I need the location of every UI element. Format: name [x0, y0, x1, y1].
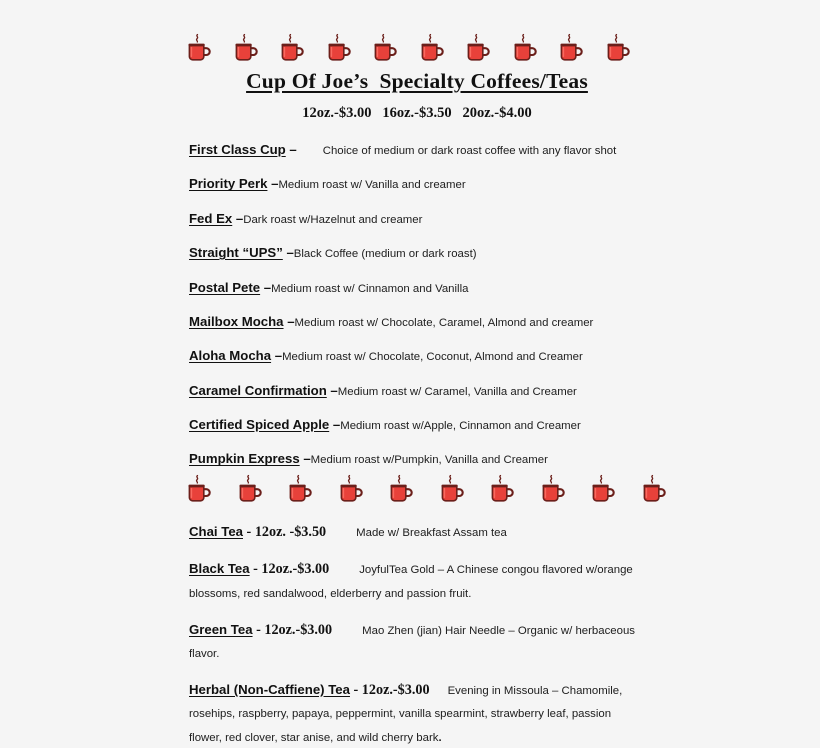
hot-beverage-mug-icon — [590, 474, 616, 506]
coffee-item-name: Postal Pete — [189, 279, 261, 295]
coffee-menu-item — [189, 141, 640, 160]
hot-beverage-mug-icon — [372, 33, 398, 65]
coffee-item-separator: – — [282, 245, 294, 261]
coffee-item-description: Choice of medium or dark roast coffee with any flavor shot — [322, 145, 617, 157]
coffee-item-description: Medium roast w/Pumpkin, Vanilla and Creamer — [310, 454, 548, 467]
coffee-item-name: Priority Perk — [189, 176, 268, 192]
coffee-menu-item — [189, 382, 640, 401]
hot-beverage-mug-icon — [233, 33, 259, 65]
coffee-item-separator: – — [260, 279, 272, 295]
coffee-menu-list — [0, 141, 820, 469]
coffee-item-separator: – — [283, 313, 295, 329]
tea-item-description-end: . — [438, 731, 442, 744]
coffee-item-description: Dark roast w/Hazelnut and creamer — [243, 213, 423, 226]
hot-beverage-mug-icon — [279, 33, 305, 65]
coffee-item-separator: – — [329, 417, 341, 432]
coffee-menu-item — [189, 313, 640, 332]
coffee-item-name: Mailbox Mocha — [189, 313, 284, 329]
sizes-price-line: 12oz.-$3.00 16oz.-$3.50 20oz.-$4.00 — [302, 105, 532, 121]
page-title-container — [0, 69, 820, 94]
coffee-item-separator: – — [232, 210, 244, 226]
coffee-menu-item — [189, 210, 640, 229]
hot-beverage-mug-icon — [439, 474, 465, 506]
coffee-menu-item — [189, 244, 640, 263]
tea-item-name: Herbal (Non-Caffiene) Tea — [189, 682, 350, 698]
coffee-item-separator: – — [326, 382, 338, 398]
tea-item-name: Black Tea — [189, 561, 250, 577]
hot-beverage-mug-icon — [388, 474, 414, 506]
coffee-item-description: Medium roast w/ Caramel, Vanilla and Creamer — [337, 385, 577, 398]
hot-beverage-mug-icon — [419, 33, 445, 65]
tea-menu-list — [0, 520, 820, 748]
hot-beverage-mug-icon — [465, 33, 491, 65]
coffee-item-description: Medium roast w/ Vanilla and creamer — [278, 179, 466, 192]
coffee-menu-item — [189, 175, 640, 194]
coffee-menu-item — [189, 347, 640, 366]
coffee-item-description: Medium roast w/Apple, Cinnamon and Creamer — [340, 420, 581, 432]
hot-beverage-mug-icon — [186, 474, 212, 506]
coffee-menu-item — [189, 450, 640, 469]
coffee-item-separator: – — [267, 176, 279, 192]
tea-menu-item — [189, 618, 642, 664]
coffee-item-description: Black Coffee (medium or dark roast) — [293, 248, 477, 261]
hot-beverage-mug-icon — [237, 474, 263, 506]
tea-menu-item — [189, 678, 642, 748]
mug-decoration-row-top — [0, 0, 820, 65]
coffee-item-name: Caramel Confirmation — [189, 382, 327, 398]
coffee-item-name: Straight “UPS” — [189, 245, 283, 261]
tea-menu-item — [189, 520, 642, 543]
coffee-menu-item — [189, 279, 640, 298]
coffee-menu-item — [189, 416, 640, 435]
tea-item-price: - 12oz.-$3.00 — [349, 682, 430, 699]
coffee-item-description: Medium roast w/ Cinnamon and Vanilla — [271, 282, 469, 295]
coffee-item-separator: – — [285, 142, 297, 157]
coffee-item-separator: – — [271, 348, 283, 364]
page-title: Cup Of Joe’s Specialty Coffees/Teas — [246, 69, 588, 93]
tea-item-price: - 12oz.-$3.00 — [249, 561, 330, 578]
tea-item-description: Made w/ Breakfast Assam tea — [356, 527, 507, 540]
coffee-item-name: Aloha Mocha — [189, 348, 272, 364]
hot-beverage-mug-icon — [338, 474, 364, 506]
coffee-item-description: Medium roast w/ Chocolate, Coconut, Almond and Creamer — [282, 351, 583, 364]
tea-menu-item — [189, 557, 642, 603]
hot-beverage-mug-icon — [512, 33, 538, 65]
hot-beverage-mug-icon — [558, 33, 584, 65]
tea-item-description: Mao Zhen (jian) Hair Needle – Organic w/ herbaceous flavor. — [189, 624, 635, 660]
hot-beverage-mug-icon — [489, 474, 515, 506]
coffee-item-description: Medium roast w/ Chocolate, Caramel, Almond and creamer — [294, 316, 594, 329]
tea-item-price: - 12oz. -$3.50 — [243, 524, 327, 541]
tea-item-name: Green Tea — [189, 621, 253, 637]
hot-beverage-mug-icon — [326, 33, 352, 65]
tea-item-description: Evening in Missoula – Chamomile, rosehips, raspberry, papaya, peppermint, vanilla spearmint, strawberry leaf, passion flower, red clover, star anise, and wild cherry bark — [189, 685, 623, 744]
coffee-item-name: Fed Ex — [189, 210, 233, 226]
hot-beverage-mug-icon — [641, 474, 667, 506]
hot-beverage-mug-icon — [287, 474, 313, 506]
tea-item-price: - 12oz.-$3.00 — [252, 621, 333, 638]
tea-item-description: JoyfulTea Gold – A Chinese congou flavored w/orange blossoms, red sandalwood, elderberry and passion fruit. — [189, 564, 633, 600]
tea-item-name: Chai Tea — [189, 524, 243, 540]
coffee-item-name: Pumpkin Express — [189, 451, 300, 467]
coffee-item-name: Certified Spiced Apple — [189, 417, 330, 432]
hot-beverage-mug-icon — [186, 33, 212, 65]
coffee-item-separator: – — [299, 451, 311, 467]
coffee-item-name: First Class Cup — [189, 142, 286, 157]
hot-beverage-mug-icon — [540, 474, 566, 506]
hot-beverage-mug-icon — [605, 33, 631, 65]
mug-decoration-row-middle — [0, 469, 820, 508]
